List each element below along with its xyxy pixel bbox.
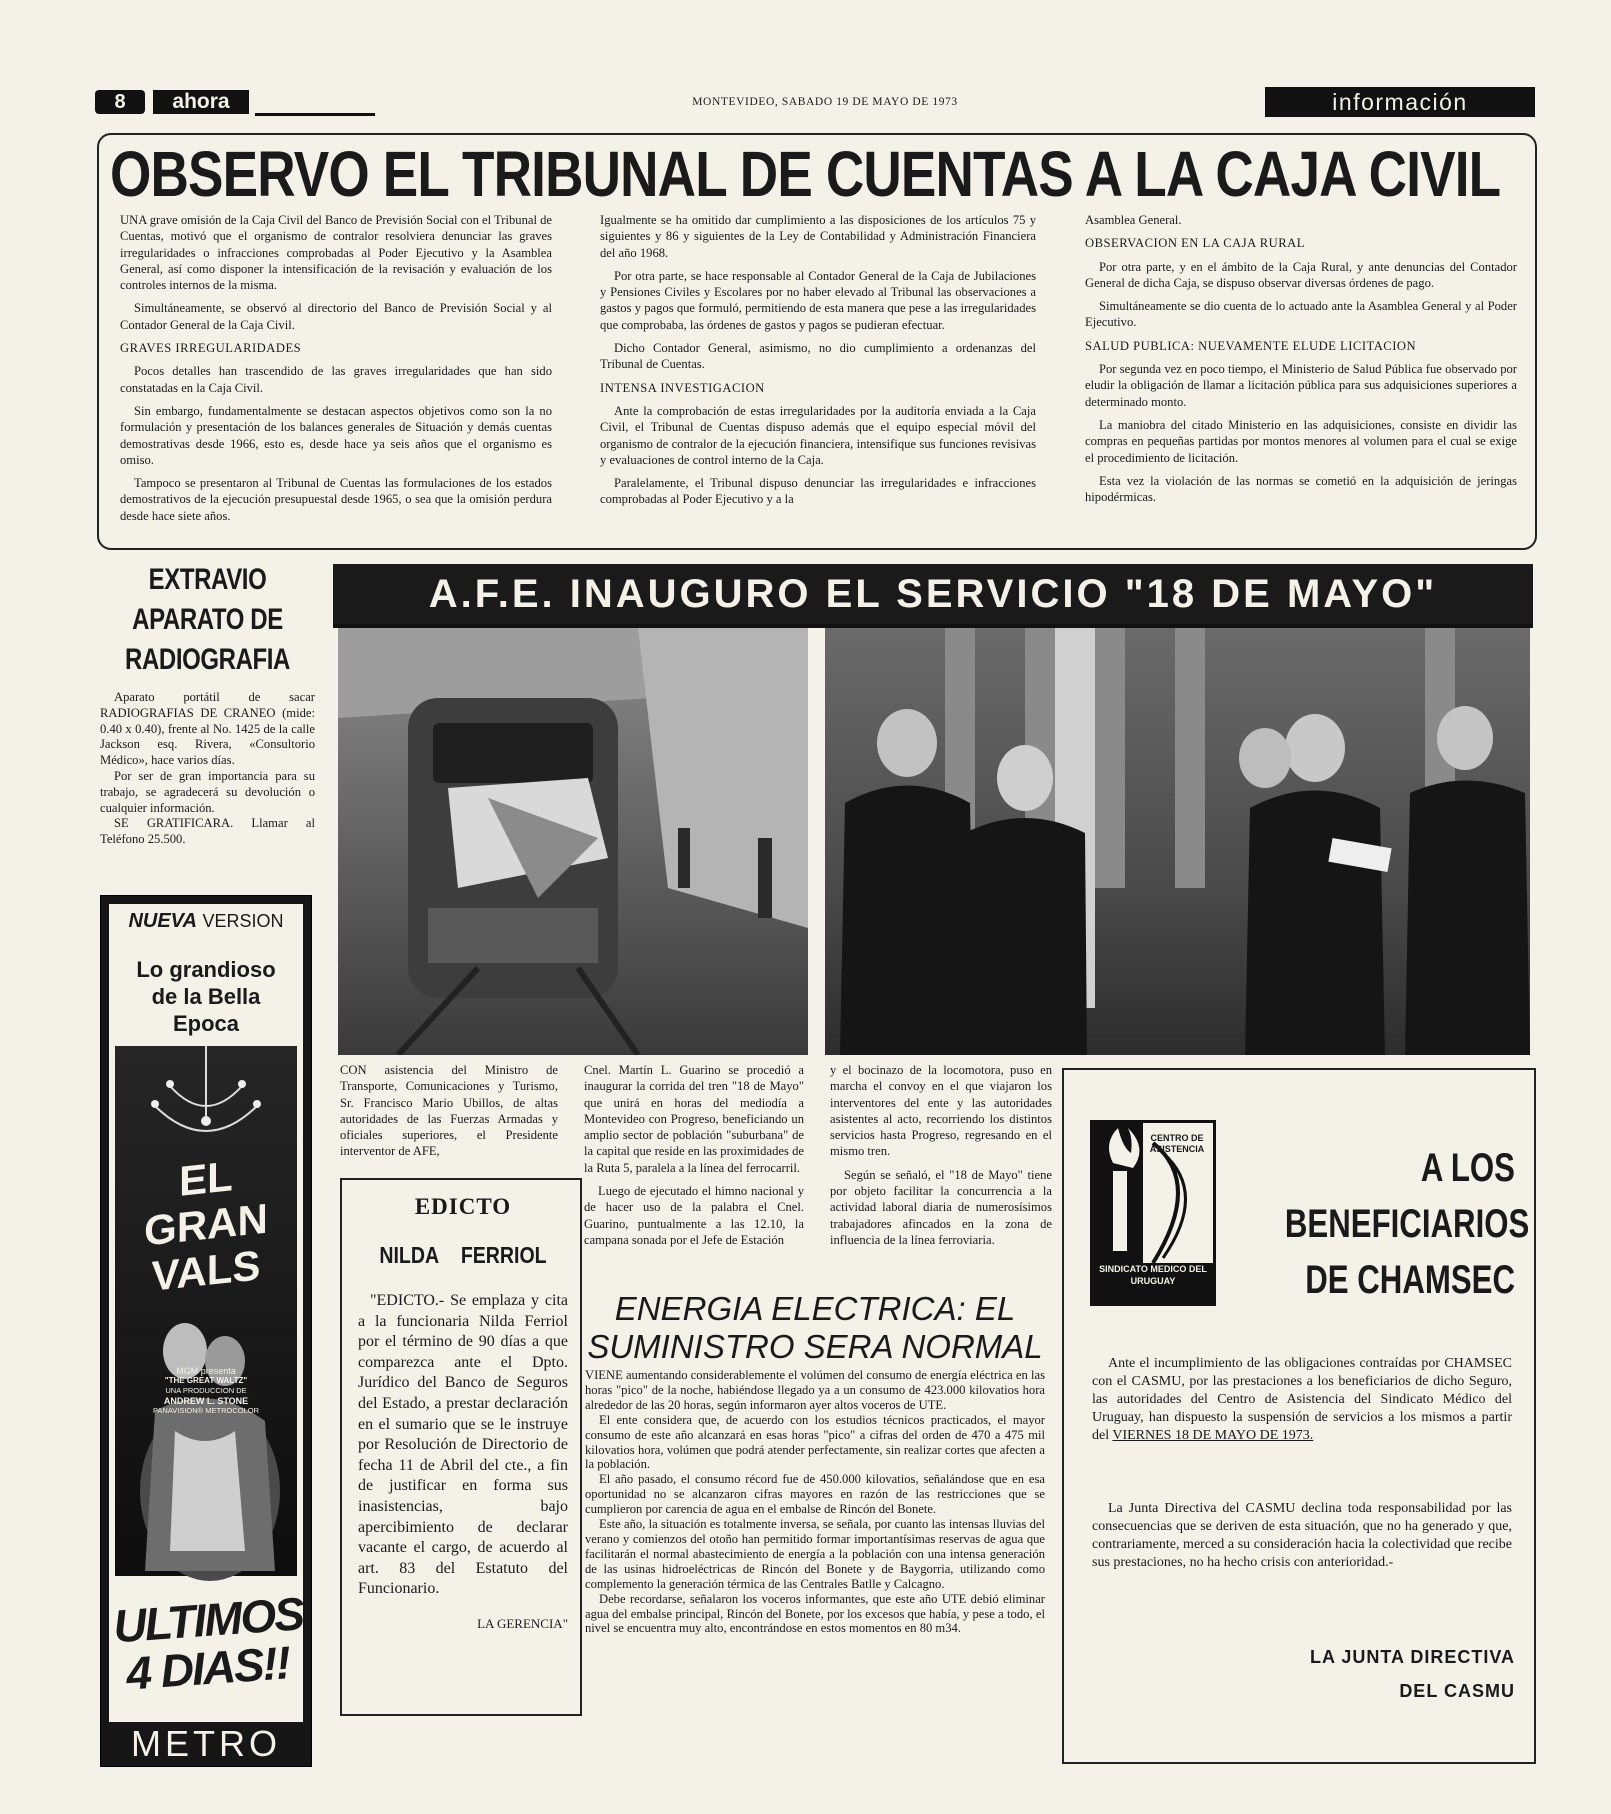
casmu-title-line: A LOS — [1420, 1146, 1515, 1190]
lead-col3-para: Esta vez la violación de las normas se cometió en la adquisición de jeringas hipodérmicas. — [1085, 473, 1517, 505]
chandelier-icon — [115, 1046, 297, 1156]
dancing-couple-illustration — [115, 1291, 297, 1581]
energia-para: Este año, la situación es totalmente inversa, se señala, por cuanto las intensas lluvias del verano y comienzos del otoño han permitido formar importantísimas reservas de agua que facilitarán el normal abastecimiento de energía a la población con una intensa generación de las usinas hidroeléctricas de Rincón del Bonete y de Baygorria, utilizando como complemento la generación térmica de las Centrales Batlle y Calcagno. — [585, 1517, 1045, 1591]
casmu-logo — [1090, 1120, 1216, 1306]
credit-line: "THE GREAT WALTZ" — [164, 1376, 248, 1385]
afe-headline: A.F.E. INAUGURO EL SERVICIO "18 DE MAYO" — [428, 572, 1438, 616]
energia-para: El ente considera que, de acuerdo con los estudios técnicos practicados, el mayor consumo de este año alcanzará en esas horas "pico" a cifras del orden de 470 a 475 mil kilovatios hora, volúmen que podrá atender perfectamente, sin realizar cortes que afecten a la población. — [585, 1412, 1045, 1472]
movie-title-line: GRAN — [144, 1194, 268, 1255]
casmu-title-line: BENEFICIARIOS — [1284, 1202, 1530, 1246]
lead-subhead: SALUD PUBLICA: NUEVAMENTE ELUDE LICITACION — [1085, 338, 1417, 353]
officials-photo — [825, 628, 1530, 1055]
extravio-para: Por ser de gran importancia para su trabajo, se agradecerá su devolución o cualquier información. — [100, 768, 315, 815]
lead-subhead: GRAVES IRREGULARIDADES — [120, 341, 302, 356]
lead-col1-para: Tampoco se presentaron al Tribunal de Cuentas las formulaciones de los estados demostrativos de la ejecución presupuestal desde 1965, o sea que la omisión perdura desde hace siete años. — [120, 476, 552, 523]
lead-col2-para: Por otra parte, se hace responsable al Contador General de la Caja de Jubilaciones y Pensiones Civiles y Escolares por no haber elevado al Tribunal las observaciones a gastos y pagos que formuló, permitiendo de esta manera que pese a las irregularidades que comprobaba, las órdenes de gastos y pagos se pudieran efectuar. — [600, 268, 1036, 332]
lead-col1-para: Pocos detalles han trascendido de las graves irregularidades que han sido constatadas en la Caja Civil. — [120, 364, 552, 395]
lead-column-2 — [600, 212, 1036, 515]
casmu-date: VIERNES 18 DE MAYO DE 1973. — [1112, 1428, 1314, 1443]
extravio-para: SE GRATIFICARA. Llamar al Teléfono 25.500. — [100, 816, 315, 847]
afe-column-1 — [340, 1062, 558, 1167]
afe-col1-para: CON asistencia del Ministro de Transporte, Comunicaciones y Turismo, Sr. Francisco Mario Ubillos, de altas autoridades de las Fuerzas Armadas y oficiales superiores, el Presidente interventor de AFE, — [340, 1063, 558, 1159]
edicto-signature: LA GERENCIA" — [477, 1615, 568, 1631]
lead-column-1 — [120, 212, 552, 531]
movie-tag-bold: NUEVA — [128, 910, 197, 932]
lead-col1-para: UNA grave omisión de la Caja Civil del Banco de Previsión Social con el Tribunal de Cuentas, motivó que el organismo de contralor resolviera denunciar las graves irregularidades o infracciones comprobadas al Poder Ejecutivo y la Asamblea General, así como disponer la intensificación de la revisación y evaluación de los controles internos de la misma. — [120, 213, 552, 293]
energia-para: Debe recordarse, señalaron los voceros informantes, que este año UTE debió eliminar agua del embalse principal, Rincón del Bonete, por los excesos que había, y pese a todo, el nivel se encuentra muy alto, encontrándose en estos momentos en 80 m34. — [585, 1591, 1045, 1636]
casmu-title-line: DE CHAMSEC — [1305, 1258, 1515, 1302]
credit-line: ANDREW L. STONE — [163, 1396, 249, 1406]
movie-art-panel — [115, 1046, 297, 1576]
afe-col2-para: Luego de ejecutado el himno nacional y de hacer uso de la palabra el Cnel. Guarino, puntualmente a las 12.10, la campana sonada por el Jefe de Estación — [584, 1184, 804, 1247]
lead-col3-para: Por otra parte, y en el ámbito de la Caja Rural, y ante denuncias del Contador General de dicha Caja, se dispuso observar diversas órdenes de pago. — [1085, 259, 1517, 290]
lead-col2-para: Ante la comprobación de estas irregularidades por la auditoría enviada a la Caja Civil, el Tribunal de Cuentas dispuso además que el equipo especial móvil del organismo de contralor de la ejecución financiera, intensifique sus funciones revisivas y evaluaciones de control interno de la Caja. — [600, 403, 1036, 467]
lead-col3-para: Por segunda vez en poco tiempo, el Ministerio de Salud Pública fue observado por eludir la obligación de llamar a licitación pública para sus adquisiciones superiores a determinado monto. — [1085, 362, 1517, 409]
movie-tagline: Lo grandioso de la Bella Epoca — [136, 957, 276, 1036]
credit-line: PANAVISION® METROCOLOR — [152, 1406, 260, 1415]
movie-credits — [125, 1366, 287, 1416]
afe-banner — [333, 564, 1533, 628]
section-left-label: ahora — [172, 90, 230, 113]
locomotive-illustration — [338, 628, 808, 1055]
officials-illustration — [825, 628, 1530, 1055]
edicto-body: "EDICTO.- Se emplaza y cita a la funcionaria Nilda Ferriol por el término de 90 días a que comparezca ante el Dpto. Jurídico del Banco de Seguros del Estado, a prestar declaración en el sumario que se le instruye por Resolución de Directorio de fecha 11 de Abril del cte., a fin de justificar en forma sus inasistencias, bajo apercibimiento de declarar vacante el cargo, de acuerdo al art. 83 del Estatuto del Funcionario. — [358, 1292, 568, 1598]
movie-title — [115, 1146, 297, 1303]
afe-column-2 — [584, 1062, 804, 1255]
extravio-title — [100, 560, 315, 680]
afe-col3-para: y el bocinazo de la locomotora, puso en marcha el convoy en el que viajaron los interventores del ente y las autoridades asistentes al acto, recorriendo los distintos servicios hasta Progreso, regresando en el mismo tren. — [830, 1063, 1052, 1159]
casmu-signature — [1200, 1640, 1515, 1708]
energia-headline: ENERGIA ELECTRICA: EL SUMINISTRO SERA NORMAL — [587, 1290, 1043, 1365]
energia-body — [585, 1368, 1045, 1636]
credit-line: UNA PRODUCCION DE — [165, 1386, 247, 1395]
casmu-body-1-text: Ante el incumplimiento de las obligaciones contraídas por CHAMSEC con el CASMU, por las prestaciones a los beneficiarios de dicho Seguro, las autoridades del Centro de Asistencia del Sindicato Médico del Uruguay, han dispuesto la suspensión de servicios a los mismos a partir del — [1092, 1356, 1512, 1443]
lead-column-3 — [1085, 212, 1517, 512]
movie-tag-rest: VERSION — [202, 911, 284, 931]
casmu-body-2: La Junta Directiva del CASMU declina toda responsabilidad por las consecuencias que se deriven de esta situación, que no ha generado y que, contrariamente, merced a su consideración hacia la colectividad que recibe sus prestaciones, no ha hecho crisis con anterioridad.- — [1092, 1501, 1512, 1570]
extravio-title-line: APARATO DE — [132, 603, 283, 636]
extravio-title-line: EXTRAVIO — [148, 563, 267, 596]
casmu-signature-line: LA JUNTA DIRECTIVA — [1310, 1647, 1515, 1667]
movie-title-line: EL — [179, 1152, 233, 1205]
movie-theater: METRO — [131, 1723, 281, 1764]
lead-col3-para: Simultáneamente se dio cuenta de lo actuado ante la Asamblea General y al Poder Ejecutivo. — [1085, 299, 1517, 330]
section-left-badge — [153, 90, 249, 114]
dateline: MONTEVIDEO, SABADO 19 DE MAYO DE 1973 — [692, 96, 958, 108]
lead-subhead: INTENSA INVESTIGACION — [600, 380, 765, 395]
extravio-notice — [100, 560, 315, 848]
locomotive-photo — [338, 628, 808, 1055]
afe-column-3 — [830, 1062, 1052, 1255]
section-right-badge — [1265, 87, 1535, 117]
edicto-name: NILDA FERRIOL — [379, 1242, 547, 1268]
movie-tag — [109, 910, 303, 933]
casmu-title — [1220, 1140, 1530, 1308]
lead-col2-para: Dicho Contador General, asimismo, no dio cumplimiento a ordenanzas del Tribunal de Cuentas. — [600, 341, 1036, 372]
lead-col1-para: Sin embargo, fundamentalmente se destacan aspectos objetivos como son la no formulación y presentación de los balances generales de Situación y demás cuentas demostrativas desde 1966, esto es, desde hace ya seis años que el organismo es omiso. — [120, 403, 552, 467]
energia-para: VIENE aumentando considerablemente el volúmen del consumo de energía eléctrica en las horas "pico" de la noche, habiéndose llegado ya a un consumo de 423.000 kilovatios hora alrededor de las 20 horas, según informaron ayer altos voceros de UTE. — [585, 1368, 1045, 1412]
header-rule-left — [255, 113, 375, 116]
afe-col2-para: Cnel. Martín L. Guarino se procedió a inaugurar la corrida del tren "18 de Mayo" que unirá en horas del mediodía a Montevideo con Progreso, beneficiando un amplio sector de población "suburbana" de la capital que reside en las proximidades de la Ruta 5, paralela a la línea del ferrocarril. — [584, 1063, 804, 1175]
afe-col3-para: Según se señaló, el "18 de Mayo" tiene por objeto facilitar la concurrencia a la actividad laboral diaria de numerosísimos trabajadores afincados en la zona de influencia de la línea ferroviaria. — [830, 1167, 1052, 1247]
lead-subhead: OBSERVACION EN LA CAJA RURAL — [1085, 236, 1305, 251]
lead-col2-para: Paralelamente, el Tribunal dispuso denunciar las irregularidades e infracciones comprobadas al Poder Ejecutivo y a la — [600, 476, 1036, 507]
lead-headline: OBSERVO EL TRIBUNAL DE CUENTAS A LA CAJA CIVIL — [110, 138, 1501, 210]
edicto-title: EDICTO — [414, 1194, 512, 1219]
casmu-body-1 — [1092, 1355, 1512, 1445]
lead-col2-para: Igualmente se ha omitido dar cumplimiento a las disposiciones de los artículos 75 y siguientes y 86 y siguientes de la Ley de Contabilidad y Administración Financiera del año 1968. — [600, 213, 1036, 260]
section-right-label: información — [1332, 89, 1468, 115]
extravio-title-line: RADIOGRAFIA — [125, 643, 290, 676]
credit-line: MGM presenta — [176, 1366, 236, 1376]
lead-col3-para: Asamblea General. — [1085, 213, 1182, 227]
edicto-box — [340, 1178, 582, 1716]
lead-col1-para: Simultáneamente, se observó al directorio del Banco de Previsión Social y al Contador General de la Caja Civil. — [120, 301, 552, 332]
page-number-badge — [95, 90, 145, 114]
lead-col3-para: La maniobra del citado Ministerio en las adquisiciones, consiste en dividir las compras en pequeñas partidas por montos menores al volumen para el cual se exige el procedimiento de licitación. — [1085, 417, 1517, 465]
movie-ad — [100, 895, 312, 1767]
movie-title-line: VALS — [151, 1241, 261, 1300]
extravio-para: Aparato portátil de sacar RADIOGRAFIAS DE CRANEO (mide: 0.40 x 0.40), frente al No. 1425 de la calle Jackson esq. Rivera, «Consultorio Médico», hace varios días. — [100, 690, 315, 768]
page-number: 8 — [114, 91, 126, 113]
casmu-signature-line: DEL CASMU — [1399, 1681, 1515, 1701]
page-header — [95, 89, 1535, 117]
casmu-logo-bottom: SINDICATO MEDICO DEL URUGUAY — [1093, 1263, 1213, 1303]
casmu-logo-top: CENTRO DE ASISTENCIA — [1149, 1133, 1205, 1154]
movie-promo: ULTIMOS 4 DIAS!! — [111, 1587, 305, 1700]
energia-para: El año pasado, el consumo récord fue de 450.000 kilovatios, señalándose que en esa oportunidad no se alcanzaron cifras mayores en razón de las restricciones que se cumplieron por carencia de agua en el embalse de Rincón del Bonete. — [585, 1472, 1045, 1517]
